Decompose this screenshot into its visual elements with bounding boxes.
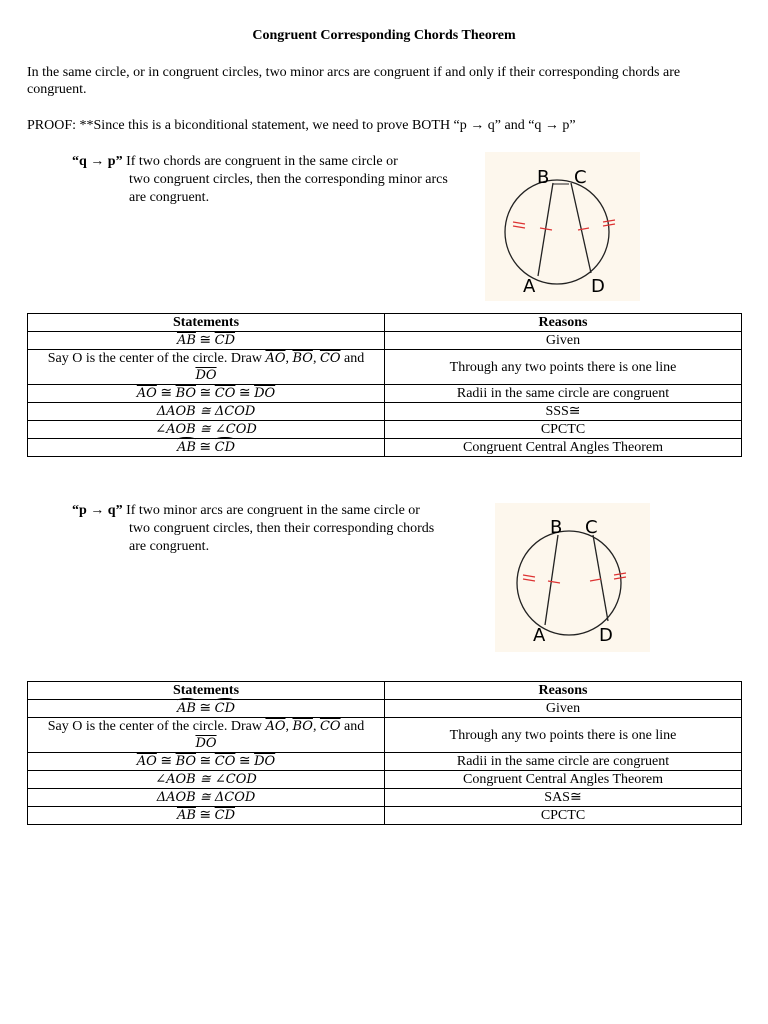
circle-chords-diagram [495, 503, 650, 652]
table-row [28, 807, 742, 825]
table-row [28, 439, 742, 457]
statements-header: Statements [28, 314, 385, 332]
circle-figure-2 [495, 503, 650, 652]
reason-cell: Congruent Central Angles Theorem [385, 439, 742, 457]
case-q-implies-p [72, 153, 482, 207]
statement-cell: $\overline{AO}$ ≅ $\overline{BO}$ ≅ $\overline{CO}$ ≅ $\overline{DO}$ [28, 385, 385, 403]
case-line-3: are congruent. [129, 539, 210, 554]
table-row [28, 403, 742, 421]
table-header-row [28, 314, 742, 332]
label-d: D [591, 276, 605, 297]
reason-cell: Through any two points there is one line [385, 718, 742, 753]
reason-cell: CPCTC [385, 421, 742, 439]
reason-cell: Radii in the same circle are congruent [385, 753, 742, 771]
reasons-header: Reasons [385, 314, 742, 332]
label-d: D [599, 625, 613, 646]
theorem-statement: In the same circle, or in congruent circles, two minor arcs are congruent if and only if their corresponding chords are congruent. [27, 65, 681, 97]
table-row [28, 421, 742, 439]
case-lead: “p → q” [72, 503, 123, 518]
case-p-implies-q [72, 502, 482, 556]
reason-cell: Radii in the same circle are congruent [385, 385, 742, 403]
table-row [28, 385, 742, 403]
page-title: Congruent Corresponding Chords Theorem [252, 28, 516, 43]
statement-cell: $\overline{AB}$ ≅ $\overline{CD}$ [28, 332, 385, 350]
table-row [28, 771, 742, 789]
reason-cell: Given [385, 700, 742, 718]
table-row [28, 718, 742, 753]
label-c: C [574, 167, 587, 188]
table-row [28, 700, 742, 718]
case-lead: “q → p” [72, 154, 123, 169]
case-line-2: two congruent circles, then their corresponding chords [129, 521, 435, 536]
statement-cell: Say O is the center of the circle. Draw $\overline{AO}$, $\overline{BO}$, $\overline{CO}$ and $\overline{DO}$ [28, 350, 385, 385]
statement-cell: AB ≅ CD [28, 439, 385, 457]
label-b: B [537, 167, 550, 188]
statement-cell: AB ≅ CD [28, 700, 385, 718]
table-row [28, 350, 742, 385]
reason-cell: Through any two points there is one line [385, 350, 742, 385]
reason-cell: Congruent Central Angles Theorem [385, 771, 742, 789]
table-row [28, 753, 742, 771]
statement-cell: ΔAOB ≅ ΔCOD [28, 789, 385, 807]
reasons-header: Reasons [385, 682, 742, 700]
case-line-3: are congruent. [129, 190, 210, 205]
statement-cell: $\overline{AB}$ ≅ $\overline{CD}$ [28, 807, 385, 825]
table-row [28, 332, 742, 350]
table-row [28, 789, 742, 807]
label-b: B [550, 517, 563, 538]
statement-cell: ∠AOB ≅ ∠COD [28, 421, 385, 439]
reason-cell: SSS≅ [385, 403, 742, 421]
statement-cell: ΔAOB ≅ ΔCOD [28, 403, 385, 421]
table-header-row [28, 682, 742, 700]
case-line-1: If two chords are congruent in the same circle or [126, 154, 398, 169]
statements-header: Statements [28, 682, 385, 700]
proof-table-1 [27, 313, 742, 457]
statement-cell: Say O is the center of the circle. Draw $\overline{AO}$, $\overline{BO}$, $\overline{CO}$ and $\overline{DO}$ [28, 718, 385, 753]
proof-note: PROOF: **Since this is a biconditional statement, we need to prove BOTH “p → q” and “q → p” [27, 118, 576, 133]
label-a: A [533, 625, 546, 646]
label-c: C [585, 517, 598, 538]
statement-cell: $\overline{AO}$ ≅ $\overline{BO}$ ≅ $\overline{CO}$ ≅ $\overline{DO}$ [28, 753, 385, 771]
proof-table-2 [27, 681, 742, 825]
circle-chords-diagram [485, 152, 640, 301]
statement-cell: ∠AOB ≅ ∠COD [28, 771, 385, 789]
reason-cell: CPCTC [385, 807, 742, 825]
reason-cell: Given [385, 332, 742, 350]
reason-cell: SAS≅ [385, 789, 742, 807]
case-line-1: If two minor arcs are congruent in the same circle or [126, 503, 420, 518]
circle-figure-1 [485, 152, 640, 301]
case-line-2: two congruent circles, then the corresponding minor arcs [129, 172, 448, 187]
label-a: A [523, 276, 536, 297]
